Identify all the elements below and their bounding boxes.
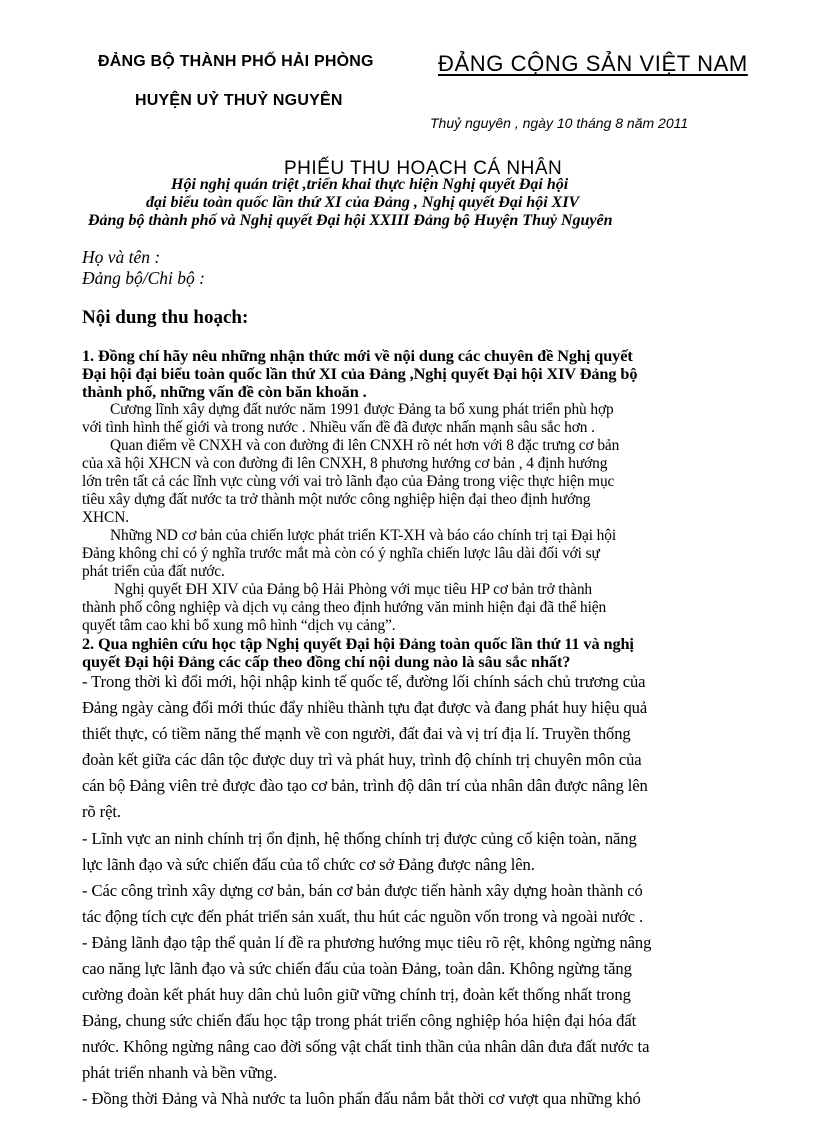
party-name: ĐẢNG CỘNG SẢN VIỆT NAM	[438, 51, 748, 76]
answer-2-line: - Các công trình xây dựng cơ bản, bán cơ bản được tiến hành xây dựng hoàn thành có	[82, 881, 643, 900]
answer-1-line: thành phố công nghiệp và dịch vụ cảng theo định hướng văn minh hiện đại đã thể hiện	[82, 599, 607, 616]
question-1-line: thành phố, những vấn đề còn băn khoăn .	[82, 382, 367, 401]
answer-1-line: Những ND cơ bản của chiến lược phát triển KT-XH và báo cáo chính trị tại Đại hội	[110, 527, 617, 544]
answer-2-line: tác động tích cực đến phát triển sản xuất, thu hút các nguồn vốn trong và ngoài nước .	[82, 907, 643, 926]
subtitle-line-1: Hội nghị quán triệt ,triển khai thực hiện Nghị quyết Đại hội	[171, 176, 569, 193]
answer-2-line: - Đảng lãnh đạo tập thể quản lí đề ra phương hướng mục tiêu rõ rệt, không ngừng nâng	[82, 933, 652, 952]
answer-1-line: với tình hình thế giới và trong nước . Nhiều vấn đề đã được nhấn mạnh sâu sắc hơn .	[82, 419, 595, 436]
answer-2-line: cán bộ Đảng viên trẻ được đào tạo cơ bản, trình độ dân trí của nhân dân được nâng lên	[82, 776, 648, 795]
answer-1-line: Quan điểm về CNXH và con đường đi lên CNXH rõ nét hơn với 8 đặc trưng cơ bản	[110, 437, 620, 454]
subtitle-line-2: đại biểu toàn quốc lần thứ XI của Đảng , Nghị quyết Đại hội XIV	[146, 194, 580, 211]
answer-1-line: Cương lĩnh xây dựng đất nước năm 1991 được Đảng ta bổ xung phát triển phù hợp	[110, 401, 614, 418]
answer-2-line: nước. Không ngừng nâng cao đời sống vật chất tinh thần của nhân dân đưa đất nước ta	[82, 1037, 650, 1056]
answer-2-line: - Lĩnh vực an ninh chính trị ổn định, hệ thống chính trị được củng cố kiện toàn, năng	[82, 829, 637, 848]
answer-1-line: Nghị quyết ĐH XIV của Đảng bộ Hải Phòng với mục tiêu HP cơ bản trở thành	[114, 581, 593, 598]
party-unit-field-label: Đảng bộ/Chi bộ :	[82, 268, 205, 288]
answer-2-line: - Trong thời kì đổi mới, hội nhập kinh tế quốc tế, đường lối chính sách chủ trương của	[82, 672, 646, 691]
answer-2-line: rõ rệt.	[82, 802, 121, 821]
answer-2-line: đoàn kết giữa các dân tộc được duy trì và phát huy, trình độ chính trị chuyên môn của	[82, 750, 642, 769]
subtitle-line-3: Đảng bộ thành phố và Nghị quyết Đại hội XXIII Đảng bộ Huyện Thuỷ Nguyên	[88, 212, 613, 229]
document-title: PHIẾU THU HOẠCH CÁ NHÂN	[284, 158, 563, 179]
answer-1-line: tiêu xây dựng đất nước ta trở thành một nước công nghiệp hiện đại theo định hướng	[82, 491, 591, 508]
section-heading: Nội dung thu hoạch:	[82, 307, 249, 328]
answer-2-line: cường đoàn kết phát huy dân chủ luôn giữ vững chính trị, đoàn kết thống nhất trong	[82, 985, 631, 1004]
name-field-label: Họ và tên :	[82, 247, 161, 267]
answer-2-line: Đảng ngày càng đổi mới thúc đẩy nhiều thành tựu đạt được và đang phát huy hiệu quả	[82, 698, 648, 717]
question-2-line: 2. Qua nghiên cứu học tập Nghị quyết Đại hội Đảng toàn quốc lần thứ 11 và nghị	[82, 634, 634, 653]
answer-2-line: Đảng, chung sức chiến đấu học tập trong phát triển công nghiệp hóa hiện đại hóa đất	[82, 1011, 637, 1030]
question-2-line: quyết Đại hội Đảng các cấp theo đồng chí nội dung nào là sâu sắc nhất?	[82, 652, 571, 671]
answer-1-line: quyết tâm cao khi bổ xung mô hình “dịch vụ cảng”.	[82, 617, 396, 634]
org-line-2: HUYỆN UỶ THUỶ NGUYÊN	[135, 92, 343, 109]
answer-2-line: - Đồng thời Đảng và Nhà nước ta luôn phấn đấu nắm bắt thời cơ vượt qua những khó	[82, 1089, 641, 1108]
org-line-1: ĐẢNG BỘ THÀNH PHỐ HẢI PHÒNG	[98, 53, 374, 70]
answer-1-line: Đảng không chỉ có ý nghĩa trước mắt mà còn có ý nghĩa chiến lược lâu dài đối với sự	[82, 545, 600, 562]
answer-1-line: phát triển của đất nước.	[82, 563, 225, 580]
question-1-line: 1. Đồng chí hãy nêu những nhận thức mới về nội dung các chuyên đề Nghị quyết	[82, 346, 633, 365]
dateline: Thuỷ nguyên , ngày 10 tháng 8 năm 2011	[430, 115, 689, 131]
answer-2-line: lực lãnh đạo và sức chiến đấu của tổ chức cơ sở Đảng được nâng lên.	[82, 855, 535, 874]
answer-1-line: lớn trên tất cả các lĩnh vực cùng với vai trò lãnh đạo của Đảng trong việc thực hiện mục	[82, 473, 615, 490]
answer-2-line: phát triển nhanh và bền vững.	[82, 1063, 278, 1082]
answer-2-line: thiết thực, có tiềm năng thế mạnh về con người, đất đai và vị trí địa lí. Truyền thống	[82, 724, 631, 743]
answer-1-line: của xã hội XHCN và con đường đi lên CNXH, 8 phương hướng cơ bản , 4 định hướng	[82, 455, 608, 472]
answer-2-line: cao năng lực lãnh đạo và sức chiến đấu của toàn Đảng, toàn dân. Không ngừng tăng	[82, 959, 632, 978]
question-1-line: Đại hội đại biểu toàn quốc lần thứ XI của Đảng ,Nghị quyết Đại hội XIV Đảng bộ	[82, 364, 638, 383]
answer-1-line: XHCN.	[82, 509, 129, 526]
